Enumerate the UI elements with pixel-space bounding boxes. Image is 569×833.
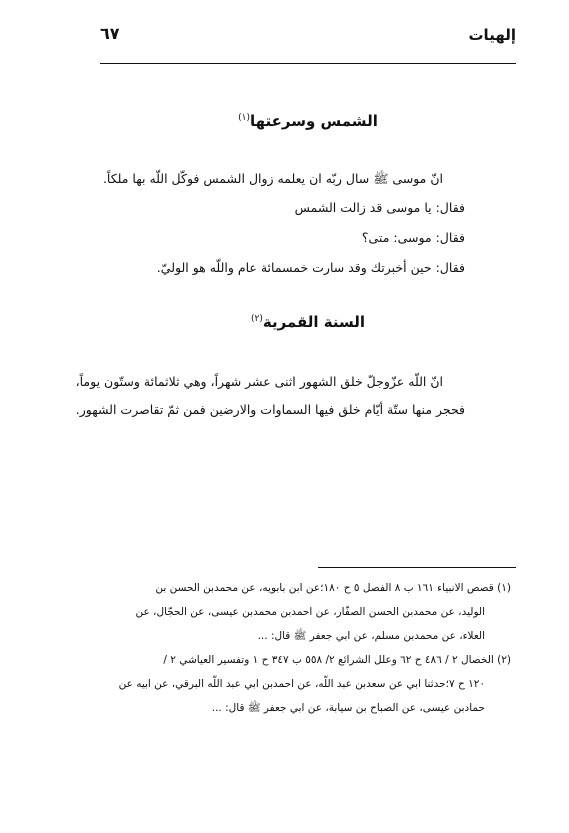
page-header bbox=[100, 26, 516, 50]
section-heading-lunar-year bbox=[100, 313, 516, 331]
footnote-line: ١٢٠ ح ٧؛حدثنا ابي عن سعدبن عبد اللّه، عن احمدبن ابي عبد اللّه البرقي، عن ابيه عن bbox=[118, 678, 485, 690]
body-line: انّ اللّه عزّوجلّ خلق الشهور اثنى عشر شهراً، وهي ثلاثمائة وستّون يوماً، bbox=[75, 374, 443, 389]
body-line: فحجر منها ستّة أيّام خلق فيها السماوات والارضين فمن ثمّ تقاصرت الشهور. bbox=[75, 402, 465, 417]
section-heading-sun bbox=[100, 112, 516, 130]
section-heading-text: الشمس وسرعتها bbox=[250, 112, 378, 130]
footnote-line: حمادبن عيسى، عن الصباح بن سيابة، عن ابي جعفر ﷺ قال: ... bbox=[211, 702, 485, 714]
body-line: فقال: موسى: متى؟ bbox=[361, 230, 465, 245]
footnote-line: الوليد، عن محمدبن الحسن الصفّار، عن احمدبن محمدبن عيسى، عن الحجّال، عن bbox=[135, 606, 485, 618]
running-title: إلهيات bbox=[468, 26, 516, 44]
body-line: انّ موسى ﷺ سال ربّه ان يعلمه زوال الشمس فوكّل اللّه بها ملكاً. bbox=[102, 171, 443, 186]
footnote-marker: (٢) bbox=[250, 314, 263, 324]
header-rule bbox=[100, 63, 516, 64]
footnote-rule bbox=[318, 567, 516, 568]
body-line: فقال: يا موسى قد زالت الشمس bbox=[294, 200, 465, 215]
footnote-marker: (١) bbox=[238, 113, 251, 123]
page-number: ٦٧ bbox=[100, 24, 120, 43]
body-line: فقال: حين أخبرتك وقد سارت خمسمائة عام واللّه هو الوليّ. bbox=[156, 260, 465, 275]
footnote-line: العلاء، عن محمدبن مسلم، عن ابي جعفر ﷺ قال: ... bbox=[257, 630, 485, 642]
section-heading-text: السنة القمرية bbox=[262, 313, 366, 331]
footnote-line: (٢) الخصال ٢ / ٤٨٦ ح ٦٢ وعلل الشرائع ٢/ ٥٥٨ ب ٣٤٧ ح ١ وتفسير العياشي ٢ / bbox=[163, 654, 511, 666]
footnote-line: (١) قصص الانبياء ١٦١ ب ٨ الفصل ٥ ح ١٨٠؛عن ابن بابويه، عن محمدبن الحسن بن bbox=[155, 582, 511, 594]
